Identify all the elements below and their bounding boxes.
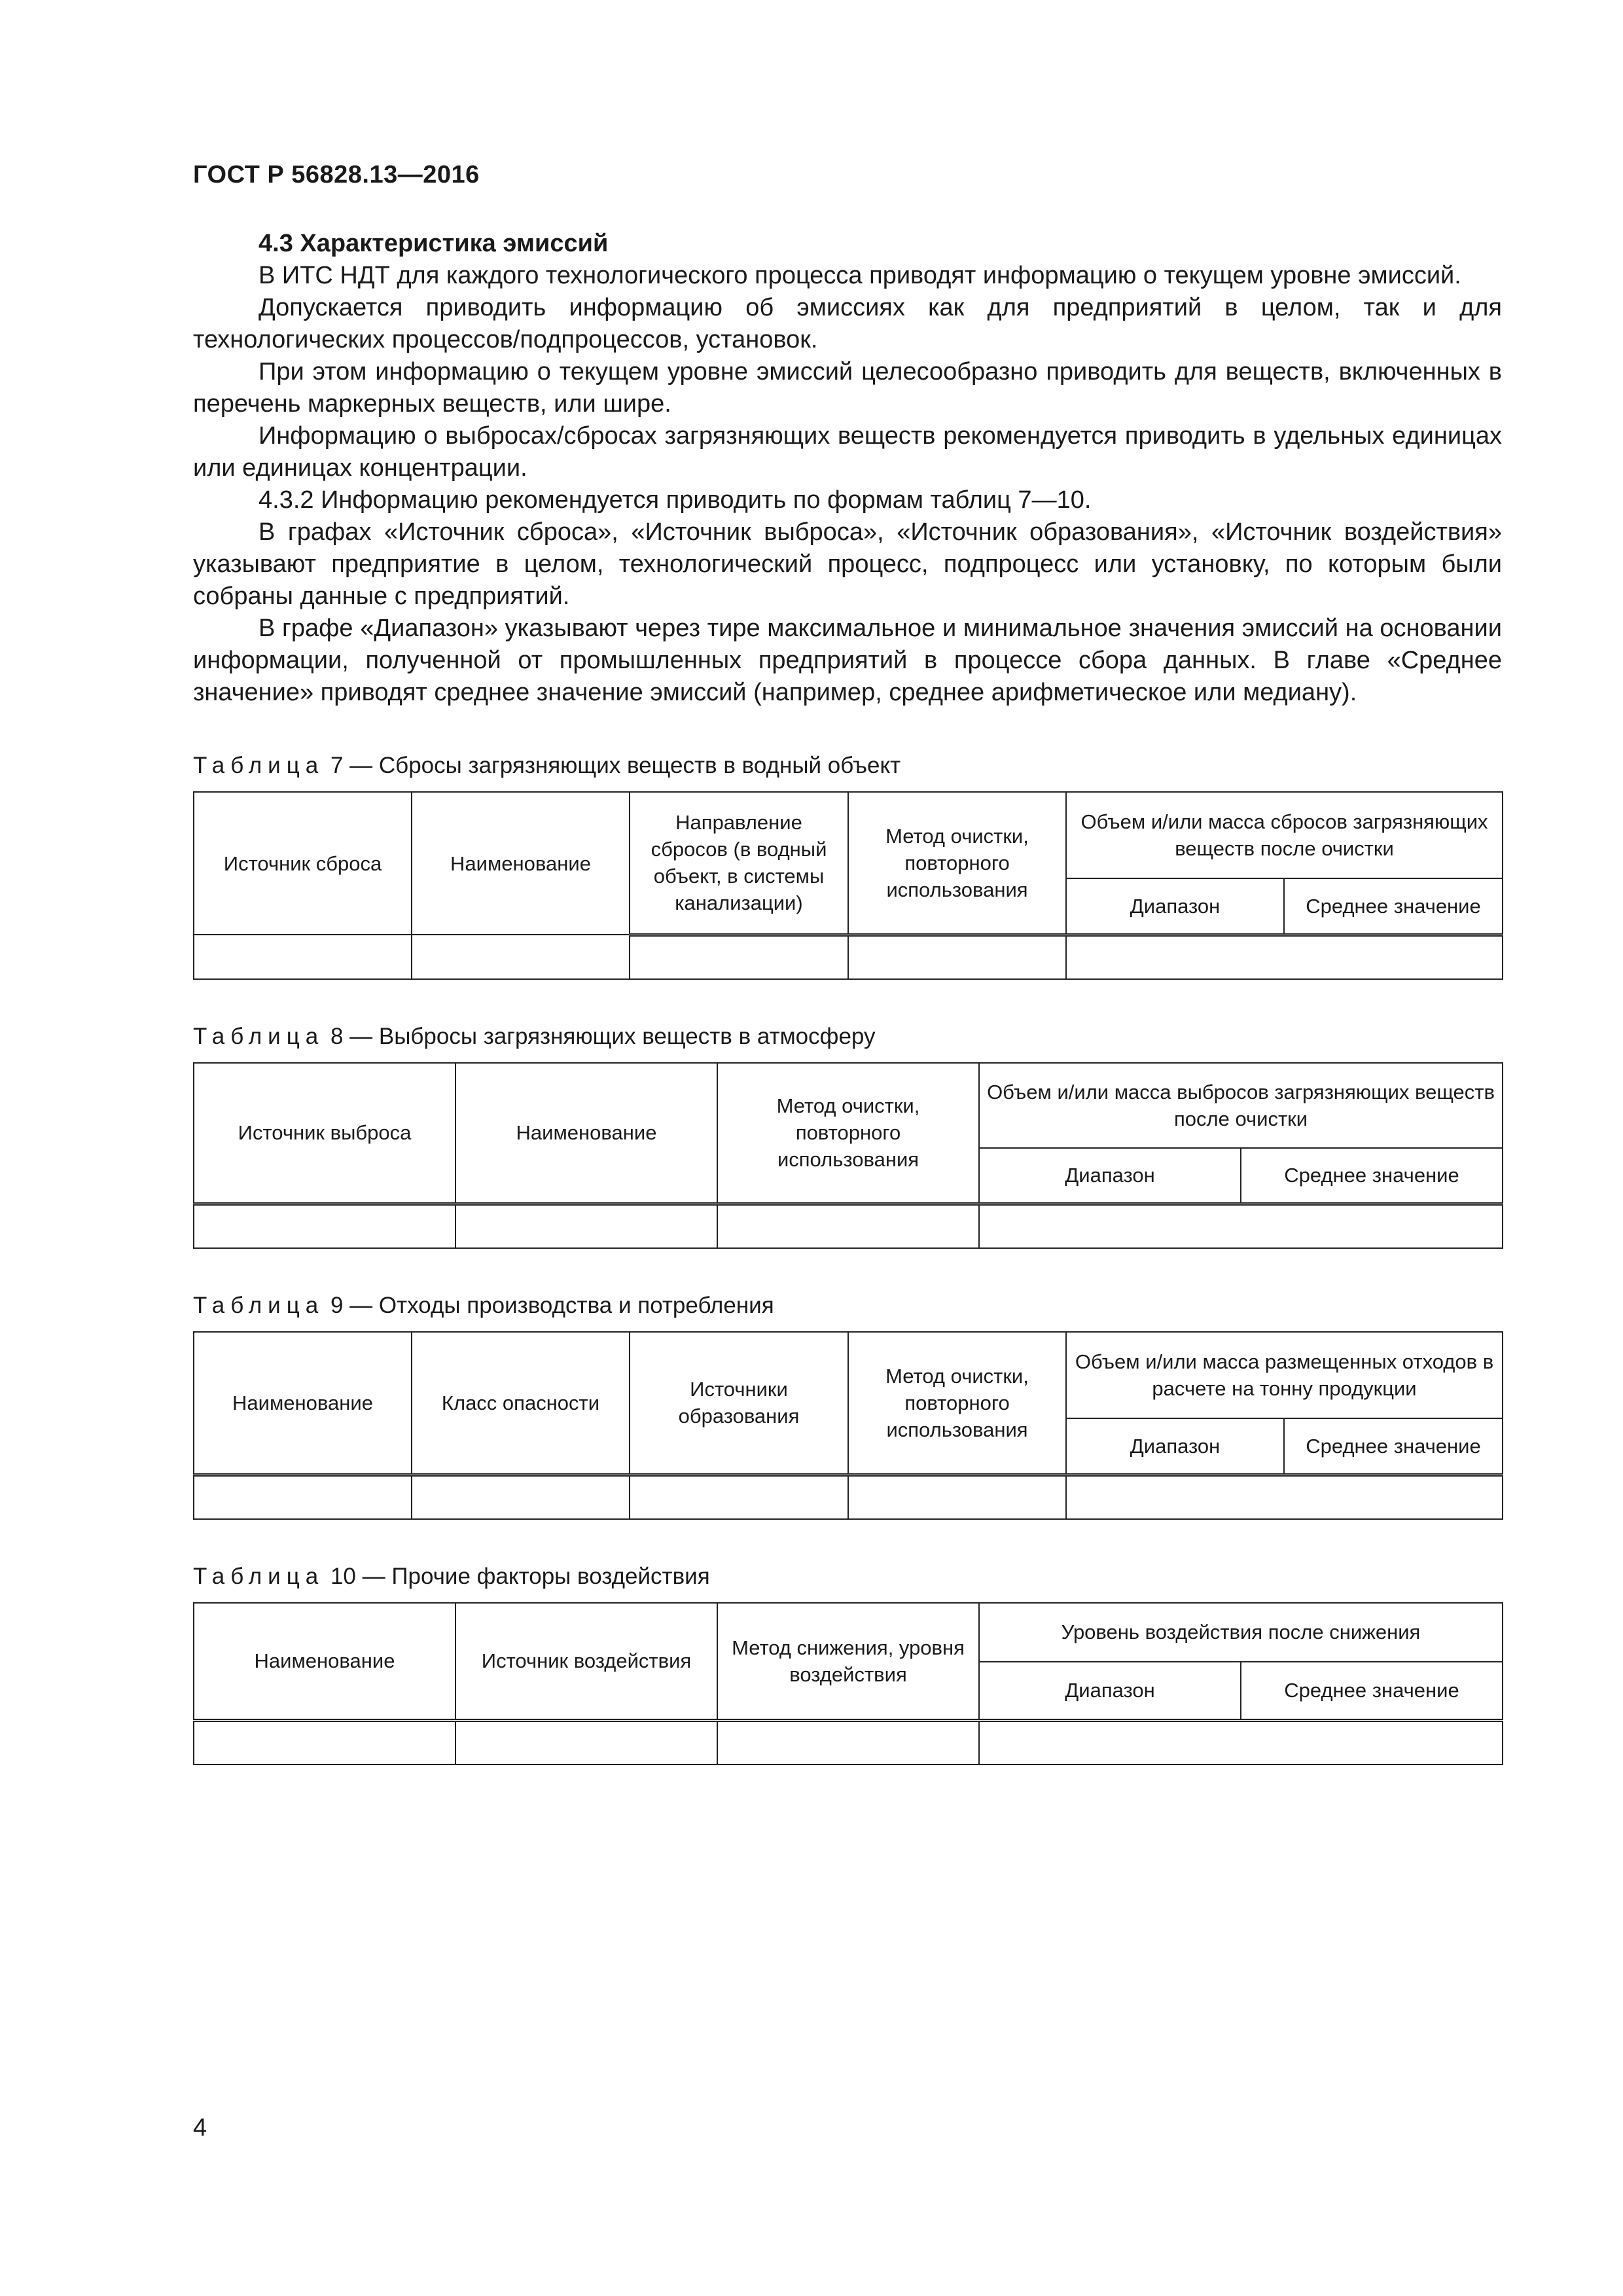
col-header: Наименование (194, 1603, 455, 1721)
caption-text: 7 — Сбросы загрязняющих веществ в водный объект (330, 753, 901, 778)
table-row (194, 1721, 1503, 1765)
col-header: Наименование (194, 1332, 412, 1475)
caption-text: 8 — Выбросы загрязняющих веществ в атмосферу (330, 1023, 876, 1049)
group-header: Объем и/или масса размещенных отходов в расчете на тонну продукции (1066, 1332, 1503, 1418)
sub-header: Диапазон (979, 1662, 1241, 1721)
table-10 (193, 1602, 1503, 1766)
document-code: ГОСТ Р 56828.13—2016 (193, 161, 480, 188)
table-9-caption (193, 1289, 1502, 1321)
col-header: Источник выброса (194, 1063, 455, 1204)
col-header: Источник воздействия (455, 1603, 717, 1721)
col-header: Источник сброса (194, 792, 412, 935)
col-header: Наименование (412, 792, 630, 935)
group-header: Объем и/или масса выбросов загрязняющих веществ после очистки (979, 1063, 1503, 1148)
sub-header: Среднее значение (1241, 1662, 1503, 1721)
col-header: Метод очистки, повторного использования (848, 1332, 1066, 1475)
sub-header: Среднее значение (1241, 1148, 1503, 1204)
caption-word: Таблица (193, 1023, 325, 1049)
table-row (194, 935, 1503, 979)
page-number: 4 (193, 2114, 207, 2142)
table-10-caption (193, 1560, 1502, 1592)
table-8 (193, 1062, 1503, 1249)
table-row (194, 1475, 1503, 1519)
table-9 (193, 1331, 1503, 1520)
col-header: Метод очистки, повторного использования (717, 1063, 979, 1204)
caption-word: Таблица (193, 1563, 325, 1589)
group-header: Уровень воздействия после снижения (979, 1603, 1503, 1662)
paragraph: В графах «Источник сброса», «Источник выброса», «Источник образования», «Источник воздействия» указывают предприятие в целом, технологический процесс, подпроцесс или установку, по которым были собраны данные с предприятий. (193, 518, 1502, 610)
sub-header: Диапазон (979, 1148, 1241, 1204)
paragraph: Допускается приводить информацию об эмиссиях как для предприятий в целом, так и для технологических процессов/подпроцессов, установок. (193, 294, 1502, 353)
caption-word: Таблица (193, 1293, 325, 1318)
col-header: Метод очистки, повторного использования (848, 792, 1066, 935)
caption-word: Таблица (193, 753, 325, 778)
col-header: Метод снижения, уровня воздействия (717, 1603, 979, 1721)
col-header: Класс опасности (412, 1332, 630, 1475)
caption-text: 9 — Отходы производства и потребления (330, 1293, 774, 1318)
paragraph: При этом информацию о текущем уровне эмиссий целесообразно приводить для веществ, включенных в перечень маркерных веществ, или шире. (193, 358, 1502, 418)
paragraph: В ИТС НДТ для каждого технологического процесса приводят информацию о текущем уровне эмиссий. (259, 262, 1461, 289)
page-content (193, 228, 1502, 1765)
sub-header: Среднее значение (1284, 1418, 1503, 1475)
paragraph: Информацию о выбросах/сбросах загрязняющих веществ рекомендуется приводить в удельных единицах или единицах концентрации. (193, 422, 1502, 482)
paragraph: 4.3.2 Информацию рекомендуется приводить по формам таблиц 7—10. (259, 486, 1092, 514)
caption-text: 10 — Прочие факторы воздействия (330, 1563, 710, 1589)
group-header: Объем и/или масса сбросов загрязняющих веществ после очистки (1066, 792, 1503, 878)
table-7 (193, 791, 1503, 980)
paragraph: В графе «Диапазон» указывают через тире максимальное и минимальное значения эмиссий на основании информации, полученной от промышленных предприятий в процессе сбора данных. В главе «Среднее значение» приводят среднее значение эмиссий (например, среднее арифметическое или медиану). (193, 615, 1502, 706)
col-header: Направление сбросов (в водный объект, в системы канализации) (630, 792, 848, 935)
sub-header: Диапазон (1066, 1418, 1284, 1475)
table-8-caption (193, 1020, 1502, 1052)
table-row (194, 1204, 1503, 1249)
col-header: Источники образования (630, 1332, 848, 1475)
table-7-caption (193, 749, 1502, 781)
section-heading: 4.3 Характеристика эмиссий (259, 230, 609, 257)
sub-header: Диапазон (1066, 878, 1284, 935)
col-header: Наименование (455, 1063, 717, 1204)
sub-header: Среднее значение (1284, 878, 1503, 935)
